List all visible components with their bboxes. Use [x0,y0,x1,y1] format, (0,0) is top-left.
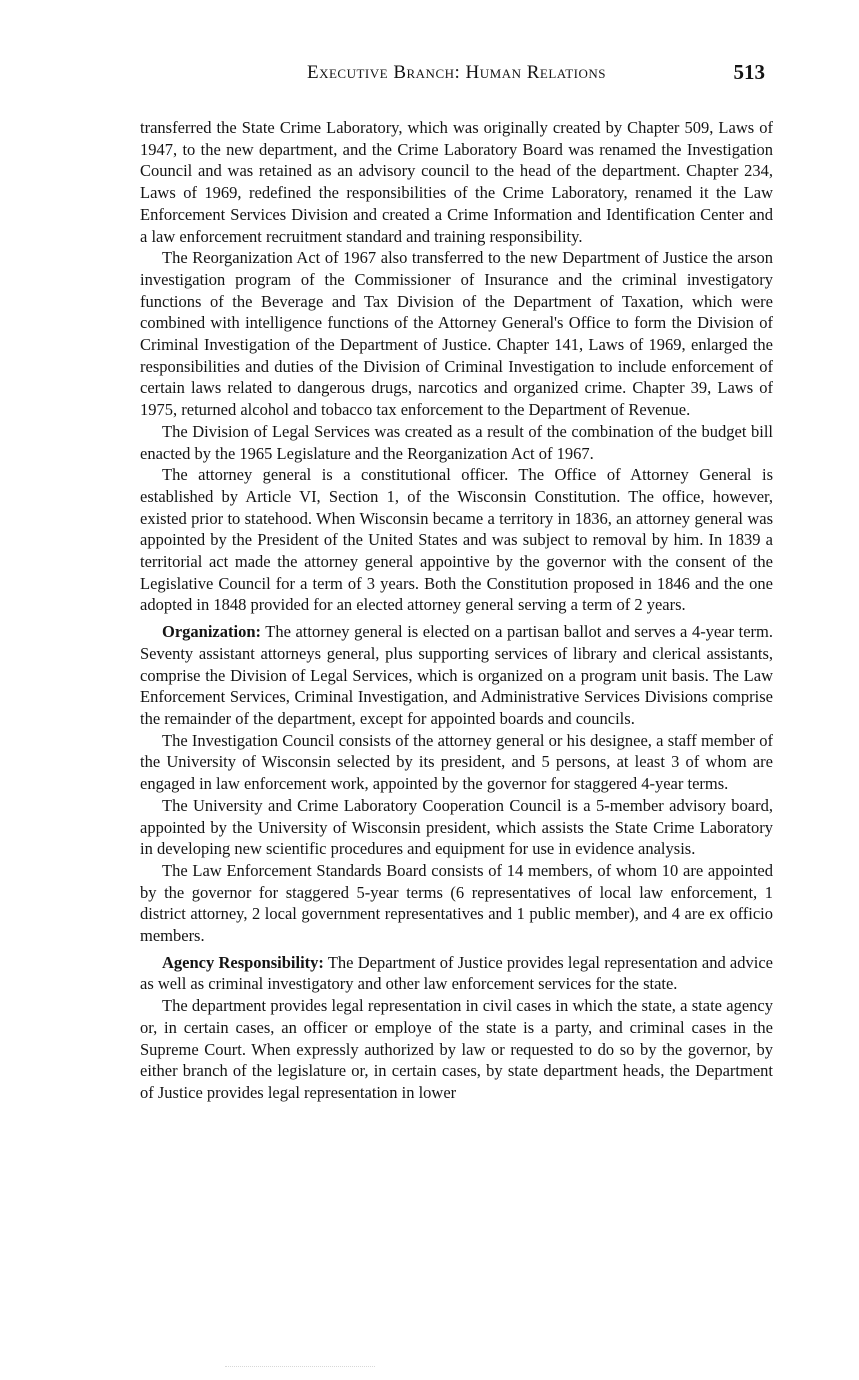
page-header [140,60,773,90]
paragraph-text: The University and Crime Laboratory Cooperation Council is a 5-member advisory board, appointed by the University of Wisconsin president, which assists the State Crime Laboratory in developing new scientific procedures and equipment for use in evidence analysis. [140,795,773,859]
paragraph-text: The Investigation Council consists of the attorney general or his designee, a staff member of the University of Wisconsin selected by its president, and 5 persons, at least 3 of whom are engaged in law enforcement work, appointed by the governor for staggered 4-year terms. [140,730,773,794]
faint-footer-mark [225,1366,375,1369]
paragraph-text: The attorney general is elected on a partisan ballot and serves a 4-year term. Seventy assistant attorneys general, plus supporting services of library and clerical assistants, comprise the Division of Legal Services, which is organized on a program unit basis. The Law Enforcement Services, Criminal Investigation, and Administrative Services Divisions comprise the remainder of the department, except for appointed boards and councils. [140,622,773,728]
section-heading-agency-responsibility: Agency Responsibility: [162,952,324,972]
paragraph-organization [140,621,773,730]
body-text [140,117,773,1104]
paragraph-text: The Law Enforcement Standards Board consists of 14 members, of whom 10 are appointed by the governor for staggered 5-year terms (6 representatives of local law enforcement, 1 district attorney, 2 local government representatives and 1 public member), and 4 are ex officio members. [140,860,773,946]
paragraph-text: The attorney general is a constitutional officer. The Office of Attorney General is established by Article VI, Section 1, of the Wisconsin Constitution. The office, however, existed prior to statehood. When Wisconsin became a territory in 1836, an attorney general was appointed by the President of the United States and was subject to removal by him. In 1839 a territorial act made the attorney general appointive by the governor with the consent of the Legislative Council for a term of 3 years. Both the Constitution proposed in 1846 and the one adopted in 1848 provided for an elected attorney general serving a term of 2 years. [140,465,773,615]
paragraph-legal-services [140,421,773,464]
running-head: Executive Branch: Human Relations [306,62,607,83]
paragraph-text: The Department of Justice provides legal representation and advice as well as criminal investigatory and other law enforcement services for the state. [140,952,773,994]
paragraph-legal-representation [140,995,773,1104]
paragraph-text: transferred the State Crime Laboratory, which was originally created by Chapter 509, Laws of 1947, to the new department, and the Crime Laboratory Board was renamed the Investigation Council and was retained as an advisory council to the head of the department. Chapter 234, Laws of 1969, redefined the responsibilities of the Crime Laboratory, renamed it the Law Enforcement Services Division and created a Crime Information and Identification Center and a law enforcement recruitment standard and training responsibility. [140,118,773,246]
paragraph-cooperation-council [140,795,773,860]
paragraph-crime-laboratory [140,117,773,247]
paragraph-standards-board [140,860,773,947]
page-number: 513 [733,60,765,84]
section-heading-organization: Organization: [162,622,261,642]
paragraph-attorney-general-history [140,464,773,616]
paragraph-text: The Reorganization Act of 1967 also transferred to the new Department of Justice the arson investigation program of the Commissioner of Insurance and the criminal investigatory functions of the Beverage and Tax Division of the Department of Taxation, which were combined with intelligence functions of the Attorney General's Office to form the Division of Criminal Investigation of the Department of Justice. Chapter 141, Laws of 1969, enlarged the responsibilities and duties of the Division of Criminal Investigation to include enforcement of certain laws related to dangerous drugs, narcotics and organized crime. Chapter 39, Laws of 1975, returned alcohol and tobacco tax enforcement to the Department of Revenue. [140,248,773,420]
paragraph-agency-responsibility [140,952,773,995]
paragraph-investigation-council [140,730,773,795]
paragraph-text: The department provides legal representation in civil cases in which the state, a state agency or, in certain cases, an officer or employe of the state is a party, and criminal cases in the Supreme Court. When expressly authorized by law or requested to do so by the governor, by either branch of the legislature or, in certain cases, by state department heads, the Department of Justice provides legal representation in lower [140,996,773,1102]
paragraph-reorganization-act [140,247,773,421]
paragraph-text: The Division of Legal Services was created as a result of the combination of the budget bill enacted by the 1965 Legislature and the Reorganization Act of 1967. [140,421,773,463]
